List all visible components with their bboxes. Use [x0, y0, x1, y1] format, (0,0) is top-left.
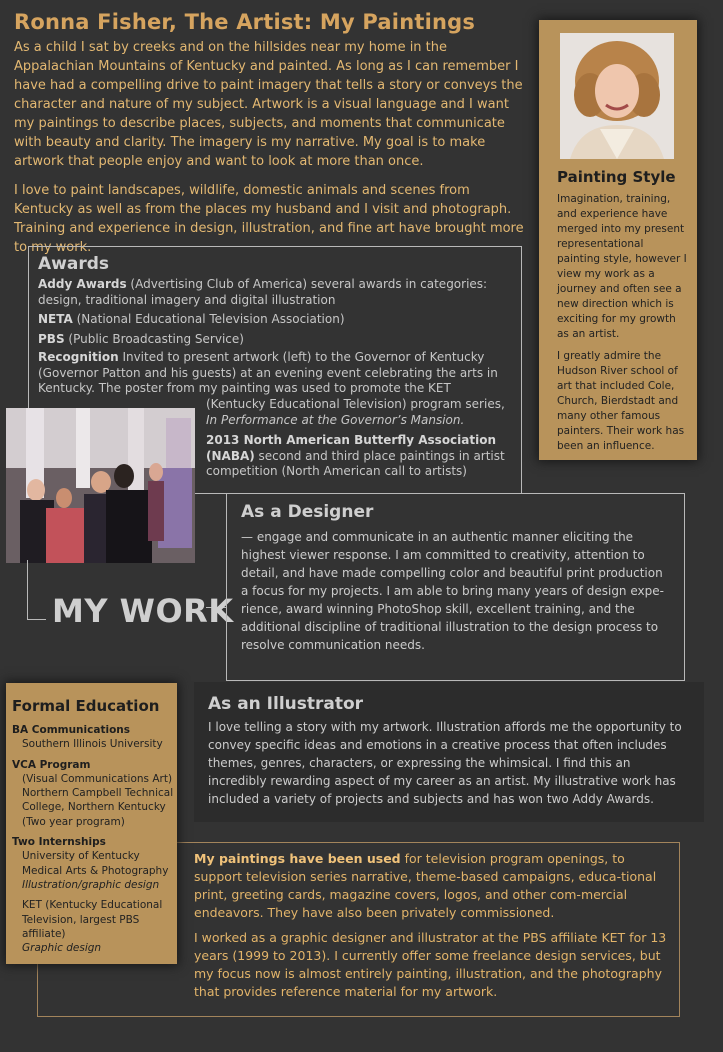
- award-name: NETA: [38, 312, 73, 326]
- award-item: [38, 312, 508, 328]
- painting-style-paragraph: Imagination, training, and experience have merged into my present representational painting style, however I view my work as a journey and often see a new direction which is exciting for my growth as an artist.: [557, 193, 687, 340]
- education-detail: (Two year program): [22, 815, 125, 828]
- my-work-heading: MY WORK: [52, 592, 234, 630]
- award-text: Invited to present artwork (left) to the Governor of Kentucky (Governor Patton and his guests) at an evening event celebrating the arts in Kentucky. The poster from my painting was used to promote the KET: [38, 350, 498, 395]
- award-item: [38, 350, 510, 397]
- page-title: Ronna Fisher, The Artist: My Paintings: [14, 10, 476, 34]
- award-name: PBS: [38, 332, 65, 346]
- education-detail: (Visual Communications Art): [22, 772, 173, 785]
- education-title: VCA Program: [12, 758, 91, 771]
- award-name: Addy Awards: [38, 277, 127, 291]
- education-detail: KET (Kentucky Educational Television, largest PBS affiliate): [22, 899, 163, 940]
- portrait-image: [560, 33, 674, 159]
- designer-heading: As a Designer: [241, 502, 374, 522]
- awards-heading: Awards: [38, 254, 110, 274]
- award-text: (Public Broadcasting Service): [64, 332, 244, 346]
- award-text: (National Educational Television Association): [72, 312, 345, 326]
- painting-style-heading: Painting Style: [557, 168, 676, 186]
- education-detail: Southern Illinois University: [22, 738, 163, 751]
- event-photo-image: [6, 408, 195, 563]
- education-role: Illustration/graphic design: [22, 878, 160, 891]
- education-detail: Northern Campbell Technical College, Northern Kentucky: [22, 787, 174, 814]
- designer-section: [226, 493, 685, 681]
- usage-paragraph: [194, 850, 672, 922]
- award-series-title: In Performance at the Governor’s Mansion.: [206, 412, 465, 427]
- education-title: BA Communications: [12, 724, 131, 736]
- education-item: [12, 835, 176, 892]
- intro-paragraph: As a child I sat by creeks and on the hillsides near my home in the Appalachian Mountains of Kentucky and painted. As long as I can remember I have had a compelling drive to paint imagery that tells a story or conveys the character and nature of my subject. Artwork is a visual language and I want my paintings to describe places, subjects, and moments that communicate with beauty and clarity. The imagery is my narrative. My goal is to make artwork that people enjoy and want to look at more than once.: [14, 40, 523, 169]
- intro-paragraph: I love to paint landscapes, wildlife, domestic animals and scenes from Kentucky as well as from the places my husband and I visit and photograph. Training and experience in design, illustration, and fine art have brought more to my work.: [14, 183, 524, 255]
- education-list: [12, 723, 176, 961]
- award-item: [38, 277, 508, 308]
- painting-style-panel: [539, 20, 697, 460]
- award-text: (Kentucky Educational Television) program series,: [206, 397, 505, 411]
- award-name: 2013 North American Butterfly Association (NABA): [206, 433, 497, 463]
- award-text: second and third place paintings in artist competition (North American call to artists): [206, 448, 505, 478]
- education-role: Graphic design: [22, 942, 102, 955]
- designer-text: — engage and communicate in an authentic manner eliciting the highest viewer response. I am committed to creativity, attention to detail, and have made compelling color and beautiful print production a focus for my projects. I am able to bring many years of design expe-rience, award winning PhotoShop skill, excellent training, and the additional discipline of traditional illustration to the design process to resolve communication needs.: [241, 530, 664, 652]
- intro-text: [14, 38, 526, 257]
- connector-line: [27, 560, 28, 619]
- award-item: [206, 433, 511, 480]
- education-detail: University of Kentucky Medical Arts & Photography: [22, 850, 169, 877]
- education-item: [12, 723, 176, 752]
- illustrator-text: I love telling a story with my artwork. Illustration affords me the opportunity to convey specific ideas and emotions in a creative process that often includes themes, genres, characters, or expressing the whimsical. I find this an incredibly rewarding aspect of my career as an artist. My illustrative work has included a variety of projects and subjects and has won two Addy Awards.: [208, 720, 682, 806]
- painting-style-paragraph: I greatly admire the Hudson River school of art that included Cole, Church, Bierdstadt and many other famous painters. Their work has been an influence.: [557, 350, 685, 452]
- usage-lead: My paintings have been used: [194, 851, 401, 866]
- education-item: [12, 898, 176, 955]
- artist-portrait: [560, 33, 674, 159]
- usage-text: for television program openings, to support television series narrative, theme-based campaigns, educa-tional print, greeting cards, magazine covers, logos, and other com-mercial endeavors. They have also been privately commissioned.: [194, 851, 657, 920]
- illustrator-heading: As an Illustrator: [208, 694, 364, 714]
- award-text: (Advertising Club of America) several awards in categories: design, traditional imagery and digital illustration: [38, 277, 488, 307]
- education-title: Two Internships: [12, 836, 106, 849]
- award-item: [206, 397, 511, 428]
- connector-line: [27, 619, 46, 620]
- illustrator-section: [194, 682, 704, 822]
- governor-event-photo: [6, 408, 195, 563]
- usage-paragraph: I worked as a graphic designer and illustrator at the PBS affiliate KET for 13 years (1999 to 2013). I currently offer some freelance design services, but my focus now is almost entirely painting, illustration, and the photography that provides reference material for my artwork.: [194, 930, 667, 999]
- education-item: [12, 758, 176, 829]
- education-heading: Formal Education: [12, 697, 160, 715]
- formal-education-panel: [6, 683, 177, 964]
- award-item: [38, 332, 508, 348]
- award-name: Recognition: [38, 350, 119, 364]
